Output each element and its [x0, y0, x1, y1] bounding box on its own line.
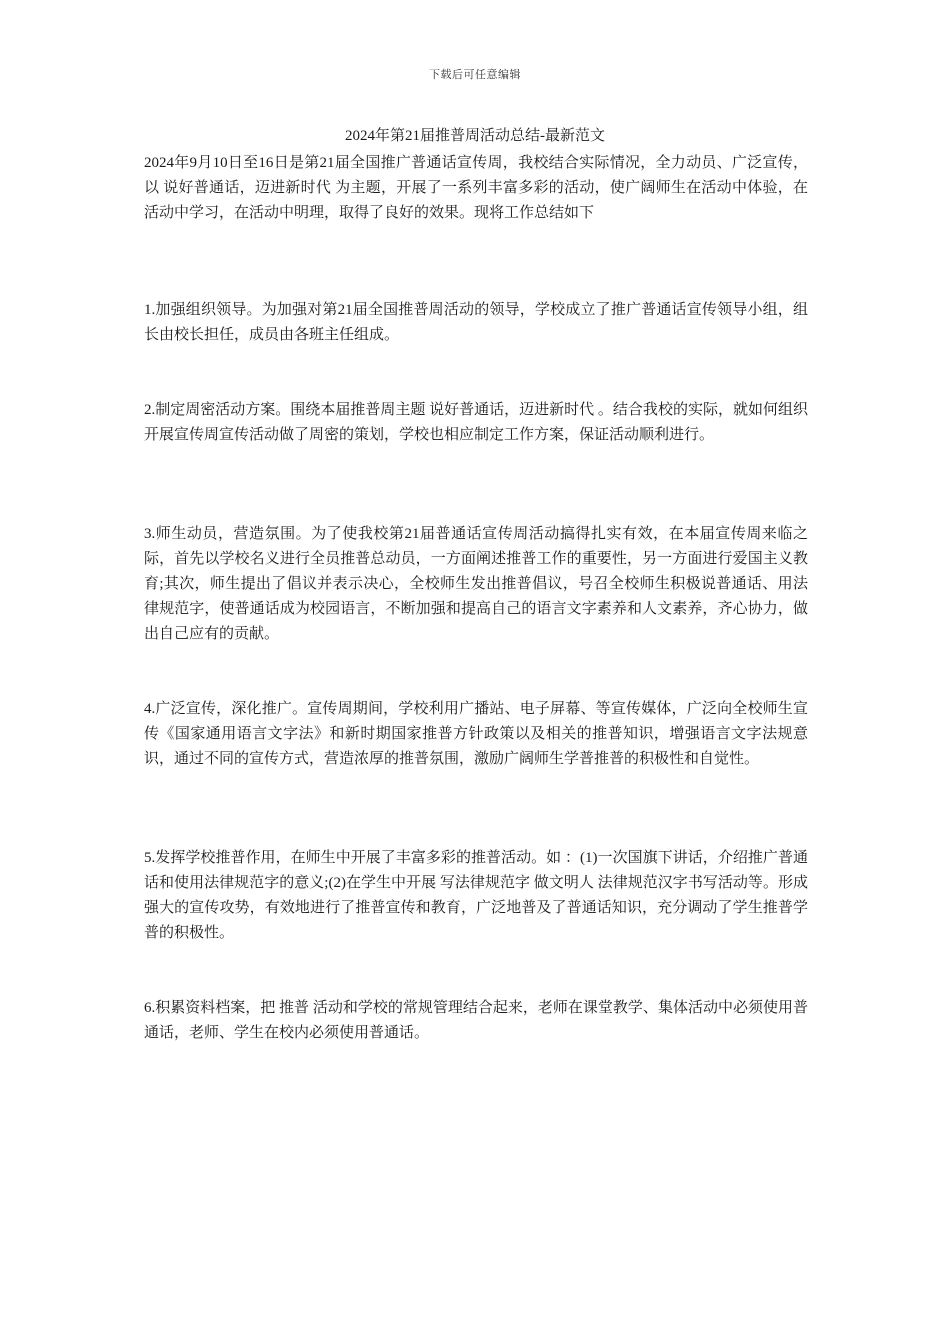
paragraph-5: 5.发挥学校推普作用，在师生中开展了丰富多彩的推普活动。如 ：(1)一次国旗下讲话，介绍推广普通话和使用法律规范字的意义;(2)在学生中开展 写法律规范字 做文明人 法律规范汉字书写活动等。形成强大的宣传攻势，有效地进行了推普宣传和教育，广泛地普及了普通话知识，充分调动了学生推普学普的积极性。 [144, 850, 808, 941]
paragraph-2: 2.制定周密活动方案。围绕本届推普周主题 说好普通话，迈进新时代 。结合我校的实际，就如何组织开展宣传周宣传活动做了周密的策划，学校也相应制定工作方案，保证活动顺利进行。 [144, 402, 808, 443]
paragraph-4: 4.广泛宣传，深化推广。宣传周期间，学校利用广播站、电子屏幕、等宣传媒体，广泛向全校师生宣传《国家通用语言文字法》和新时期国家推普方针政策以及相关的推普知识，增强语言文字法规意识，通过不同的宣传方式，营造浓厚的推普氛围，激励广阔师生学普推普的积极性和自觉性。 [144, 701, 808, 767]
paragraph-3: 3.师生动员，营造氛围。为了使我校第21届普通话宣传周活动搞得扎实有效，在本届宣传周来临之际，首先以学校名义进行全员推普总动员，一方面阐述推普工作的重要性，另一方面进行爱国主义教育;其次，师生提出了倡议并表示决心，全校师生发出推普倡议，号召全校师生积极说普通话、用法律规范字，使普通话成为校园语言，不断加强和提高自己的语言文字素养和人文素养，齐心协力，做出自己应有的贡献。 [144, 526, 808, 642]
document-title: 2024年第21届推普周活动总结-最新范文 [345, 128, 605, 144]
header-note: 下载后可任意编辑 [429, 69, 521, 81]
paragraph-6: 6.积累资料档案，把 推普 活动和学校的常规管理结合起来，老师在课堂教学、集体活动中必须使用普通话，老师、学生在校内必须使用普通话。 [144, 1000, 808, 1041]
paragraph-1: 1.加强组织领导。为加强对第21届全国推普周活动的领导，学校成立了推广普通话宣传领导小组，组长由校长担任，成员由各班主任组成。 [144, 302, 808, 343]
intro-paragraph: 2024年9月10日至16日是第21届全国推广普通话宣传周，我校结合实际情况，全力动员、广泛宣传，以 说好普通话，迈进新时代 为主题，开展了一系列丰富多彩的活动，使广阔师生在活动中体验，在活动中学习，在活动中明理，取得了良好的效果。现将工作总结如下 [144, 155, 808, 221]
